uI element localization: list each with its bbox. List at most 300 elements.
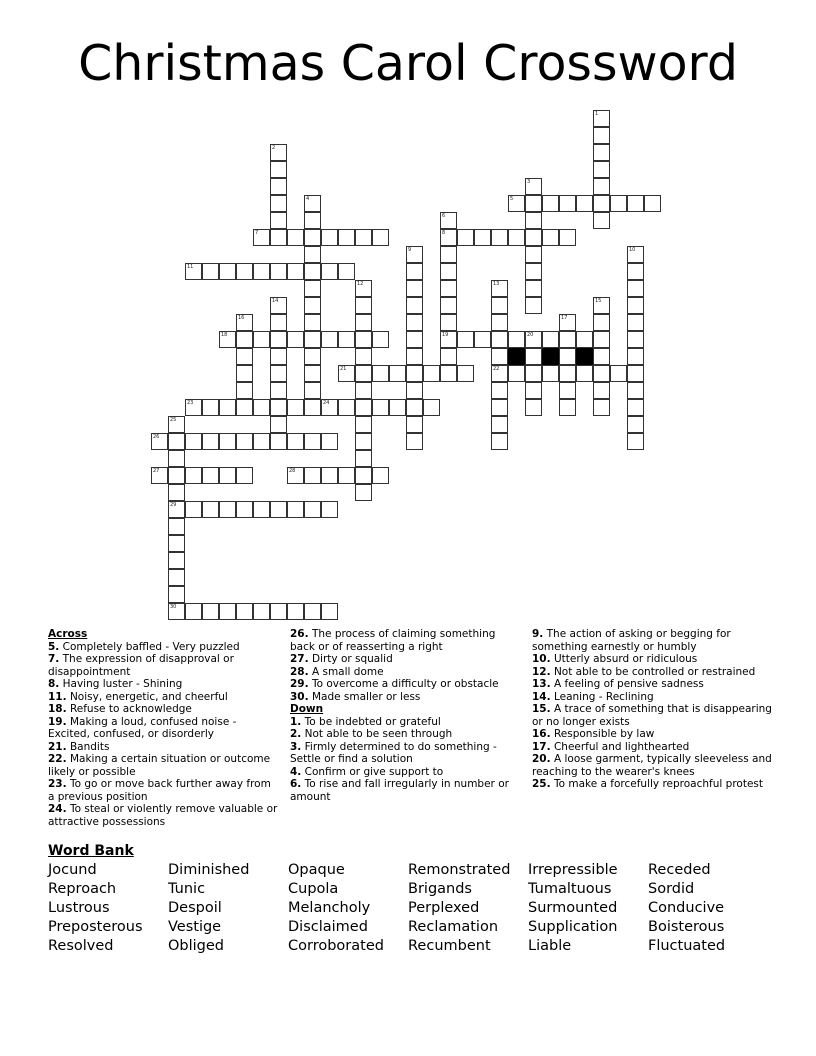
clue-item-text: To steal or violently remove valuable or attractive possessions	[48, 803, 278, 828]
grid-cell[interactable]	[593, 399, 610, 416]
grid-cell[interactable]	[593, 365, 610, 382]
grid-cell[interactable]	[525, 263, 542, 280]
grid-cell[interactable]	[389, 399, 406, 416]
grid-cell[interactable]	[270, 365, 287, 382]
grid-cell[interactable]	[304, 603, 321, 620]
grid-cell[interactable]	[627, 297, 644, 314]
grid-cell[interactable]	[270, 263, 287, 280]
clue-number: 22	[493, 366, 500, 372]
grid-cell[interactable]	[440, 348, 457, 365]
grid-cell[interactable]	[270, 348, 287, 365]
grid-cell[interactable]	[627, 382, 644, 399]
grid-cell[interactable]	[440, 297, 457, 314]
grid-cell[interactable]	[219, 399, 236, 416]
grid-cell[interactable]	[202, 399, 219, 416]
grid-cell[interactable]	[304, 399, 321, 416]
grid-cell[interactable]	[355, 450, 372, 467]
grid-cell[interactable]	[355, 433, 372, 450]
grid-cell[interactable]	[627, 331, 644, 348]
word-bank-word: Recumbent	[408, 938, 491, 954]
grid-cell[interactable]	[270, 212, 287, 229]
grid-cell[interactable]	[406, 280, 423, 297]
clue-item-number: 21.	[48, 740, 67, 753]
grid-cell[interactable]	[491, 365, 508, 382]
page-title: Christmas Carol Crossword	[78, 35, 738, 92]
grid-cell[interactable]	[491, 399, 508, 416]
grid-cell[interactable]	[525, 365, 542, 382]
clue-number: 24	[323, 400, 330, 406]
grid-cell[interactable]	[576, 365, 593, 382]
clue-item	[290, 728, 512, 741]
grid-cell[interactable]	[236, 348, 253, 365]
clue-item-number: 26.	[290, 628, 309, 640]
grid-cell[interactable]	[525, 178, 542, 195]
grid-cell[interactable]	[508, 331, 525, 348]
grid-cell[interactable]	[219, 433, 236, 450]
grid-cell[interactable]	[168, 450, 185, 467]
grid-cell[interactable]	[525, 212, 542, 229]
grid-cell[interactable]	[304, 365, 321, 382]
grid-cell[interactable]	[440, 229, 457, 246]
clue-number: 15	[595, 298, 602, 304]
grid-cell[interactable]	[627, 348, 644, 365]
grid-cell[interactable]	[338, 263, 355, 280]
grid-cell[interactable]	[219, 263, 236, 280]
grid-cell[interactable]	[406, 399, 423, 416]
grid-cell[interactable]	[355, 331, 372, 348]
clue-item-text: Not able to be controlled or restrained	[553, 665, 756, 678]
grid-cell[interactable]	[168, 569, 185, 586]
grid-cell[interactable]	[253, 433, 270, 450]
grid-cell[interactable]	[168, 416, 185, 433]
grid-cell[interactable]	[508, 365, 525, 382]
grid-cell[interactable]	[542, 229, 559, 246]
grid-cell[interactable]	[304, 501, 321, 518]
grid-cell[interactable]	[304, 195, 321, 212]
grid-cell[interactable]	[287, 263, 304, 280]
grid-cell[interactable]	[168, 586, 185, 603]
grid-cell[interactable]	[423, 365, 440, 382]
grid-cell[interactable]	[406, 314, 423, 331]
clue-item-text: Confirm or give support to	[304, 765, 444, 778]
grid-cell[interactable]	[185, 467, 202, 484]
grid-cell[interactable]	[236, 331, 253, 348]
grid-cell[interactable]	[270, 603, 287, 620]
grid-cell[interactable]	[219, 603, 236, 620]
grid-cell[interactable]	[253, 229, 270, 246]
grid-cell[interactable]	[338, 331, 355, 348]
grid-cell[interactable]	[542, 365, 559, 382]
grid-cell[interactable]	[168, 552, 185, 569]
grid-cell[interactable]	[559, 348, 576, 365]
grid-cell[interactable]	[525, 331, 542, 348]
grid-cell[interactable]	[304, 263, 321, 280]
grid-cell[interactable]	[236, 314, 253, 331]
clue-number: 27	[153, 468, 160, 474]
grid-cell[interactable]	[185, 433, 202, 450]
grid-cell[interactable]	[270, 229, 287, 246]
clue-item-text: Utterly absurd or ridiculous	[553, 653, 698, 665]
word-bank-word: Cupola	[288, 881, 339, 897]
clue-number: 1	[595, 111, 599, 117]
grid-cell[interactable]	[627, 246, 644, 263]
clue-number: 28	[289, 468, 296, 474]
grid-cell[interactable]	[202, 501, 219, 518]
grid-cell[interactable]	[168, 535, 185, 552]
grid-cell[interactable]	[236, 365, 253, 382]
grid-cell[interactable]	[593, 297, 610, 314]
grid-cell[interactable]	[610, 195, 627, 212]
grid-cell[interactable]	[406, 263, 423, 280]
clue-item-number: 18.	[48, 703, 67, 715]
word-bank-word: Remonstrated	[408, 862, 511, 878]
grid-cell[interactable]	[525, 229, 542, 246]
grid-cell[interactable]	[151, 433, 168, 450]
grid-cell[interactable]	[168, 433, 185, 450]
grid-cell[interactable]	[559, 314, 576, 331]
clue-item	[532, 753, 772, 778]
grid-cell[interactable]	[219, 331, 236, 348]
clue-number: 17	[561, 315, 568, 321]
black-square	[542, 348, 559, 365]
grid-cell[interactable]	[304, 246, 321, 263]
grid-cell[interactable]	[185, 263, 202, 280]
word-bank-word: Tumaltuous	[528, 881, 612, 897]
grid-cell[interactable]	[202, 467, 219, 484]
grid-cell[interactable]	[236, 399, 253, 416]
grid-cell[interactable]	[593, 382, 610, 399]
grid-cell[interactable]	[236, 467, 253, 484]
grid-cell[interactable]	[593, 144, 610, 161]
clue-number: 9	[408, 247, 412, 253]
grid-cell[interactable]	[542, 331, 559, 348]
grid-cell[interactable]	[491, 297, 508, 314]
grid-cell[interactable]	[355, 229, 372, 246]
word-bank-word: Boisterous	[648, 919, 725, 935]
grid-cell[interactable]	[474, 331, 491, 348]
grid-cell[interactable]	[355, 399, 372, 416]
grid-cell[interactable]	[321, 501, 338, 518]
grid-cell[interactable]	[627, 280, 644, 297]
grid-cell[interactable]	[627, 399, 644, 416]
grid-cell[interactable]	[304, 212, 321, 229]
grid-cell[interactable]	[355, 348, 372, 365]
grid-cell[interactable]	[236, 263, 253, 280]
grid-cell[interactable]	[491, 348, 508, 365]
grid-cell[interactable]	[406, 416, 423, 433]
grid-cell[interactable]	[491, 382, 508, 399]
grid-cell[interactable]	[525, 348, 542, 365]
grid-cell[interactable]	[457, 365, 474, 382]
grid-cell[interactable]	[593, 127, 610, 144]
word-bank-word: Disclaimed	[288, 919, 368, 935]
grid-cell[interactable]	[525, 399, 542, 416]
clue-item-number: 9.	[532, 628, 544, 640]
grid-cell[interactable]	[355, 467, 372, 484]
clue-item-text: Dirty or squalid	[311, 653, 393, 665]
clue-item-number: 30.	[290, 690, 309, 703]
clue-item-number: 13.	[532, 678, 551, 690]
word-bank-word: Conducive	[648, 900, 725, 916]
grid-cell[interactable]	[627, 365, 644, 382]
clue-item	[290, 716, 512, 729]
clue-item-text: Making a loud, confused noise - Excited, confused, or disorderly	[48, 715, 237, 740]
clue-item-text: A feeling of pensive sadness	[553, 678, 704, 690]
clue-item-text: To make a forcefully reproachful protest	[553, 778, 763, 790]
grid-cell[interactable]	[491, 416, 508, 433]
grid-cell[interactable]	[525, 246, 542, 263]
grid-cell[interactable]	[491, 280, 508, 297]
grid-cell[interactable]	[287, 399, 304, 416]
clue-item-text: Responsible by law	[553, 728, 655, 740]
grid-cell[interactable]	[287, 433, 304, 450]
grid-cell[interactable]	[593, 110, 610, 127]
grid-cell[interactable]	[270, 144, 287, 161]
grid-cell[interactable]	[270, 416, 287, 433]
word-bank-word: Brigands	[408, 881, 472, 897]
grid-cell[interactable]	[440, 246, 457, 263]
grid-cell[interactable]	[287, 229, 304, 246]
grid-cell[interactable]	[338, 229, 355, 246]
grid-cell[interactable]	[253, 263, 270, 280]
word-bank-word: Obliged	[168, 938, 225, 954]
down-heading: Down	[290, 703, 324, 715]
word-bank-heading: Word Bank	[48, 843, 134, 859]
grid-cell[interactable]	[168, 484, 185, 501]
grid-cell[interactable]	[287, 501, 304, 518]
grid-cell[interactable]	[253, 603, 270, 620]
grid-cell[interactable]	[321, 263, 338, 280]
grid-cell[interactable]	[593, 195, 610, 212]
grid-cell[interactable]	[270, 501, 287, 518]
word-bank-word: Preposterous	[48, 919, 143, 935]
clue-item	[532, 703, 772, 728]
grid-cell[interactable]	[168, 603, 185, 620]
grid-cell[interactable]	[542, 195, 559, 212]
grid-cell[interactable]	[321, 433, 338, 450]
clue-item	[532, 778, 772, 791]
grid-cell[interactable]	[321, 331, 338, 348]
clue-number: 5	[510, 196, 514, 202]
grid-cell[interactable]	[440, 263, 457, 280]
grid-cell[interactable]	[270, 382, 287, 399]
clue-item-number: 28.	[290, 665, 309, 678]
clue-item-number: 22.	[48, 753, 67, 765]
grid-cell[interactable]	[304, 297, 321, 314]
grid-cell[interactable]	[576, 195, 593, 212]
clue-item-number: 14.	[532, 690, 551, 703]
grid-cell[interactable]	[304, 467, 321, 484]
grid-cell[interactable]	[406, 433, 423, 450]
grid-cell[interactable]	[491, 331, 508, 348]
grid-cell[interactable]	[593, 331, 610, 348]
grid-cell[interactable]	[287, 331, 304, 348]
grid-cell[interactable]	[440, 280, 457, 297]
grid-cell[interactable]	[219, 501, 236, 518]
word-bank-word: Supplication	[528, 919, 618, 935]
grid-cell[interactable]	[457, 229, 474, 246]
grid-cell[interactable]	[270, 178, 287, 195]
grid-cell[interactable]	[559, 331, 576, 348]
grid-cell[interactable]	[202, 603, 219, 620]
grid-cell[interactable]	[321, 399, 338, 416]
grid-cell[interactable]	[372, 331, 389, 348]
grid-cell[interactable]	[287, 467, 304, 484]
grid-cell[interactable]	[338, 365, 355, 382]
grid-cell[interactable]	[304, 229, 321, 246]
grid-cell[interactable]	[185, 399, 202, 416]
grid-cell[interactable]	[593, 212, 610, 229]
grid-cell[interactable]	[287, 603, 304, 620]
grid-cell[interactable]	[355, 382, 372, 399]
grid-cell[interactable]	[559, 229, 576, 246]
clue-item	[48, 653, 278, 678]
grid-cell[interactable]	[508, 195, 525, 212]
grid-cell[interactable]	[236, 382, 253, 399]
grid-cell[interactable]	[338, 399, 355, 416]
grid-cell[interactable]	[270, 314, 287, 331]
grid-cell[interactable]	[304, 314, 321, 331]
clue-item-number: 15.	[532, 703, 551, 715]
grid-cell[interactable]	[236, 603, 253, 620]
grid-cell[interactable]	[321, 229, 338, 246]
grid-cell[interactable]	[270, 297, 287, 314]
grid-cell[interactable]	[644, 195, 661, 212]
clue-item-number: 3.	[290, 740, 302, 753]
grid-cell[interactable]	[593, 161, 610, 178]
word-bank-word: Surmounted	[528, 900, 618, 916]
grid-cell[interactable]	[525, 280, 542, 297]
grid-cell[interactable]	[185, 501, 202, 518]
grid-cell[interactable]	[627, 416, 644, 433]
grid-cell[interactable]	[406, 365, 423, 382]
clue-item	[290, 653, 512, 666]
clue-item-text: To go or move back further away from a previous position	[48, 778, 271, 803]
clue-item-text: The action of asking or begging for something earnestly or humbly	[532, 628, 731, 653]
grid-cell[interactable]	[406, 331, 423, 348]
grid-cell[interactable]	[491, 229, 508, 246]
grid-cell[interactable]	[559, 365, 576, 382]
grid-cell[interactable]	[559, 195, 576, 212]
grid-cell[interactable]	[151, 467, 168, 484]
grid-cell[interactable]	[219, 467, 236, 484]
grid-cell[interactable]	[559, 382, 576, 399]
grid-cell[interactable]	[593, 314, 610, 331]
grid-cell[interactable]	[253, 331, 270, 348]
grid-cell[interactable]	[372, 399, 389, 416]
word-bank-word: Lustrous	[48, 900, 110, 916]
grid-cell[interactable]	[355, 484, 372, 501]
grid-cell[interactable]	[423, 399, 440, 416]
grid-cell[interactable]	[270, 331, 287, 348]
grid-cell[interactable]	[440, 212, 457, 229]
grid-cell[interactable]	[355, 365, 372, 382]
grid-cell[interactable]	[406, 297, 423, 314]
grid-cell[interactable]	[304, 348, 321, 365]
grid-cell[interactable]	[355, 280, 372, 297]
grid-cell[interactable]	[355, 297, 372, 314]
clue-item-number: 4.	[290, 765, 302, 778]
grid-cell[interactable]	[508, 229, 525, 246]
clue-item-number: 6.	[290, 778, 302, 790]
grid-cell[interactable]	[440, 331, 457, 348]
grid-cell[interactable]	[304, 433, 321, 450]
grid-cell[interactable]	[406, 348, 423, 365]
clue-item-number: 29.	[290, 678, 309, 690]
grid-cell[interactable]	[270, 161, 287, 178]
grid-cell[interactable]	[355, 416, 372, 433]
grid-cell[interactable]	[440, 314, 457, 331]
grid-cell[interactable]	[253, 501, 270, 518]
grid-cell[interactable]	[270, 399, 287, 416]
grid-cell[interactable]	[559, 399, 576, 416]
grid-cell[interactable]	[406, 382, 423, 399]
grid-cell[interactable]	[304, 280, 321, 297]
clue-item-text: A loose garment, typically sleeveless and reaching to the wearer's knees	[532, 753, 772, 778]
grid-cell[interactable]	[525, 297, 542, 314]
grid-cell[interactable]	[355, 314, 372, 331]
grid-cell[interactable]	[253, 399, 270, 416]
word-bank-word: Jocund	[48, 862, 97, 878]
grid-cell[interactable]	[338, 467, 355, 484]
grid-cell[interactable]	[474, 229, 491, 246]
grid-cell[interactable]	[491, 433, 508, 450]
grid-cell[interactable]	[372, 365, 389, 382]
grid-cell[interactable]	[270, 195, 287, 212]
grid-cell[interactable]	[202, 433, 219, 450]
grid-cell[interactable]	[627, 433, 644, 450]
grid-cell[interactable]	[372, 467, 389, 484]
grid-cell[interactable]	[627, 263, 644, 280]
grid-cell[interactable]	[304, 382, 321, 399]
grid-cell[interactable]	[406, 246, 423, 263]
grid-cell[interactable]	[321, 467, 338, 484]
grid-cell[interactable]	[389, 365, 406, 382]
grid-cell[interactable]	[627, 195, 644, 212]
clue-item	[532, 741, 772, 754]
grid-cell[interactable]	[457, 331, 474, 348]
grid-cell[interactable]	[321, 603, 338, 620]
grid-cell[interactable]	[576, 331, 593, 348]
clue-item-text: Leaning - Reclining	[553, 690, 654, 703]
clue-item	[48, 641, 278, 654]
grid-cell[interactable]	[440, 365, 457, 382]
clue-item	[48, 703, 278, 716]
grid-cell[interactable]	[627, 314, 644, 331]
grid-cell[interactable]	[491, 314, 508, 331]
grid-cell[interactable]	[202, 263, 219, 280]
clue-item-text: Completely baffled - Very puzzled	[62, 640, 240, 653]
grid-cell[interactable]	[236, 433, 253, 450]
grid-cell[interactable]	[270, 433, 287, 450]
grid-cell[interactable]	[525, 195, 542, 212]
grid-cell[interactable]	[593, 348, 610, 365]
grid-cell[interactable]	[593, 178, 610, 195]
clue-item-number: 23.	[48, 778, 67, 790]
black-square	[576, 348, 593, 365]
clue-item-text: To overcome a difficulty or obstacle	[311, 678, 499, 690]
grid-cell[interactable]	[168, 467, 185, 484]
grid-cell[interactable]	[304, 331, 321, 348]
grid-cell[interactable]	[610, 365, 627, 382]
word-bank-word: Irrepressible	[528, 862, 618, 878]
grid-cell[interactable]	[236, 501, 253, 518]
grid-cell[interactable]	[168, 518, 185, 535]
grid-cell[interactable]	[185, 603, 202, 620]
grid-cell[interactable]	[525, 382, 542, 399]
grid-cell[interactable]	[372, 229, 389, 246]
grid-cell[interactable]	[168, 501, 185, 518]
